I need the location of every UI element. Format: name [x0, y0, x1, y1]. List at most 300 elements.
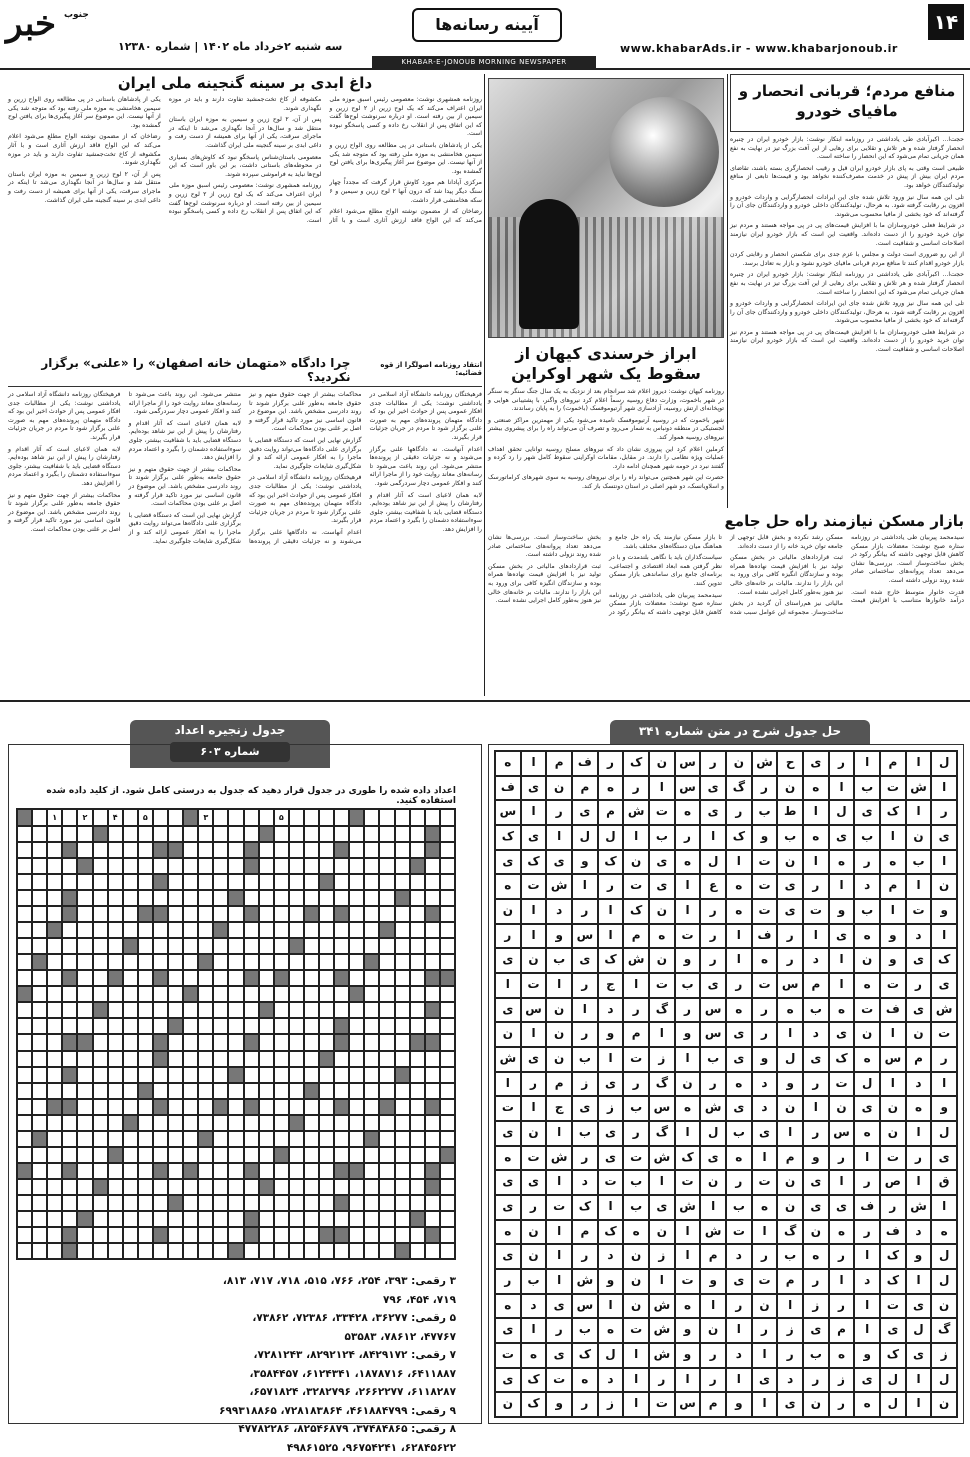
number-cell[interactable] — [123, 986, 138, 1002]
number-cell[interactable] — [108, 1243, 123, 1259]
number-cell[interactable] — [108, 1099, 123, 1115]
number-cell[interactable] — [228, 1051, 243, 1067]
number-cell[interactable] — [93, 1211, 108, 1227]
number-cell[interactable] — [244, 874, 259, 890]
number-cell[interactable] — [319, 1211, 334, 1227]
number-cell[interactable] — [47, 1083, 62, 1099]
number-cell[interactable] — [319, 1051, 334, 1067]
number-cell[interactable] — [77, 954, 92, 970]
number-cell[interactable] — [364, 970, 379, 986]
number-cell[interactable] — [47, 1018, 62, 1034]
number-cell[interactable] — [289, 1195, 304, 1211]
number-cell[interactable] — [228, 1147, 243, 1163]
number-cell[interactable] — [183, 1227, 198, 1243]
number-cell[interactable] — [259, 890, 274, 906]
number-cell[interactable] — [93, 922, 108, 938]
number-cell[interactable] — [198, 1227, 213, 1243]
number-cell[interactable] — [198, 1147, 213, 1163]
number-cell[interactable] — [379, 1083, 394, 1099]
number-cell[interactable] — [259, 1115, 274, 1131]
number-cell[interactable] — [213, 938, 228, 954]
number-cell[interactable] — [17, 1002, 32, 1018]
number-cell[interactable] — [425, 1115, 440, 1131]
number-cell[interactable] — [17, 1099, 32, 1115]
number-cell[interactable] — [138, 1051, 153, 1067]
number-cell[interactable] — [395, 874, 410, 890]
number-cell[interactable] — [228, 954, 243, 970]
number-cell[interactable] — [123, 1115, 138, 1131]
number-cell[interactable] — [259, 1243, 274, 1259]
number-cell[interactable] — [244, 890, 259, 906]
number-cell[interactable] — [123, 938, 138, 954]
number-cell[interactable] — [153, 986, 168, 1002]
number-cell[interactable] — [168, 1018, 183, 1034]
number-cell[interactable] — [32, 1051, 47, 1067]
number-cell[interactable] — [440, 1099, 455, 1115]
number-cell[interactable] — [274, 1018, 289, 1034]
number-cell[interactable] — [123, 1195, 138, 1211]
number-cell[interactable] — [213, 1163, 228, 1179]
number-cell[interactable] — [364, 1243, 379, 1259]
number-cell[interactable] — [138, 1034, 153, 1050]
number-cell[interactable] — [17, 809, 32, 826]
number-cell[interactable] — [304, 1179, 319, 1195]
number-cell[interactable] — [289, 906, 304, 922]
number-cell[interactable] — [198, 1179, 213, 1195]
number-cell[interactable] — [395, 809, 410, 826]
number-cell[interactable] — [244, 954, 259, 970]
number-cell[interactable] — [334, 938, 349, 954]
number-cell[interactable] — [274, 1179, 289, 1195]
number-cell[interactable] — [123, 1227, 138, 1243]
number-cell[interactable] — [304, 1115, 319, 1131]
number-cell[interactable] — [198, 1051, 213, 1067]
number-cell[interactable] — [395, 1034, 410, 1050]
number-cell[interactable] — [213, 1147, 228, 1163]
number-cell[interactable] — [395, 970, 410, 986]
number-cell[interactable] — [410, 1002, 425, 1018]
number-cell[interactable] — [274, 1115, 289, 1131]
number-cell[interactable] — [47, 890, 62, 906]
number-cell[interactable] — [379, 842, 394, 858]
number-cell[interactable] — [62, 1195, 77, 1211]
number-cell[interactable] — [32, 1115, 47, 1131]
number-cell[interactable] — [47, 874, 62, 890]
number-cell[interactable] — [62, 970, 77, 986]
number-cell[interactable] — [32, 826, 47, 842]
number-cell[interactable] — [440, 1018, 455, 1034]
number-cell[interactable] — [244, 922, 259, 938]
number-cell[interactable] — [123, 809, 138, 826]
number-cell[interactable] — [289, 954, 304, 970]
number-cell[interactable] — [440, 890, 455, 906]
number-cell[interactable] — [123, 1034, 138, 1050]
number-cell[interactable] — [32, 1067, 47, 1083]
number-cell[interactable] — [123, 906, 138, 922]
number-cell[interactable] — [349, 1211, 364, 1227]
number-cell[interactable] — [198, 1195, 213, 1211]
number-cell[interactable] — [32, 1163, 47, 1179]
number-cell[interactable] — [334, 1211, 349, 1227]
number-cell[interactable] — [93, 1131, 108, 1147]
number-cell[interactable] — [228, 1099, 243, 1115]
number-cell[interactable] — [395, 1115, 410, 1131]
number-cell[interactable] — [47, 1002, 62, 1018]
number-cell[interactable] — [425, 1051, 440, 1067]
number-cell[interactable] — [213, 1034, 228, 1050]
number-cell[interactable] — [77, 1211, 92, 1227]
number-cell[interactable] — [304, 1211, 319, 1227]
number-cell[interactable] — [349, 826, 364, 842]
number-cell[interactable] — [379, 1099, 394, 1115]
number-cell[interactable] — [123, 826, 138, 842]
number-cell[interactable] — [47, 906, 62, 922]
number-cell[interactable] — [62, 1018, 77, 1034]
number-cell[interactable] — [138, 1099, 153, 1115]
number-cell[interactable] — [274, 1099, 289, 1115]
number-cell[interactable] — [379, 809, 394, 826]
number-cell[interactable] — [62, 809, 77, 826]
number-cell[interactable] — [440, 1002, 455, 1018]
number-cell[interactable] — [93, 1067, 108, 1083]
number-cell[interactable] — [410, 1099, 425, 1115]
number-cell[interactable] — [425, 938, 440, 954]
number-cell[interactable] — [183, 970, 198, 986]
number-cell[interactable] — [289, 986, 304, 1002]
number-cell[interactable] — [17, 938, 32, 954]
number-cell[interactable] — [425, 858, 440, 874]
number-cell[interactable] — [213, 890, 228, 906]
number-cell[interactable] — [183, 1067, 198, 1083]
number-cell[interactable] — [410, 1179, 425, 1195]
number-cell[interactable] — [213, 809, 228, 826]
number-cell[interactable] — [274, 858, 289, 874]
number-cell[interactable] — [168, 1195, 183, 1211]
number-cell[interactable] — [395, 1195, 410, 1211]
number-cell[interactable] — [183, 1115, 198, 1131]
number-cell[interactable] — [198, 986, 213, 1002]
number-cell[interactable] — [183, 1243, 198, 1259]
number-cell[interactable] — [77, 1002, 92, 1018]
number-cell[interactable] — [379, 1067, 394, 1083]
number-cell[interactable] — [425, 922, 440, 938]
number-cell[interactable] — [349, 1002, 364, 1018]
number-cell[interactable] — [123, 874, 138, 890]
number-cell[interactable] — [379, 1034, 394, 1050]
number-cell[interactable] — [183, 1147, 198, 1163]
number-cell[interactable] — [395, 1227, 410, 1243]
number-cell[interactable] — [319, 1002, 334, 1018]
number-cell[interactable] — [153, 954, 168, 970]
number-cell[interactable] — [379, 938, 394, 954]
number-cell[interactable] — [379, 954, 394, 970]
number-cell[interactable] — [364, 1067, 379, 1083]
number-cell[interactable] — [425, 1018, 440, 1034]
number-cell[interactable] — [244, 938, 259, 954]
number-cell[interactable] — [304, 922, 319, 938]
number-cell[interactable] — [410, 954, 425, 970]
number-cell[interactable] — [304, 1243, 319, 1259]
number-cell[interactable] — [379, 1211, 394, 1227]
number-cell[interactable] — [168, 1211, 183, 1227]
number-cell[interactable] — [379, 1147, 394, 1163]
number-cell[interactable] — [319, 1147, 334, 1163]
number-cell[interactable] — [77, 986, 92, 1002]
number-cell[interactable] — [425, 1227, 440, 1243]
number-cell[interactable] — [410, 986, 425, 1002]
number-cell[interactable] — [228, 986, 243, 1002]
number-cell[interactable] — [77, 1115, 92, 1131]
number-cell[interactable] — [349, 1195, 364, 1211]
number-cell[interactable] — [244, 906, 259, 922]
number-cell[interactable] — [319, 858, 334, 874]
number-cell[interactable] — [198, 1099, 213, 1115]
number-cell[interactable] — [47, 970, 62, 986]
number-cell[interactable] — [32, 922, 47, 938]
number-cell[interactable] — [32, 1018, 47, 1034]
number-cell[interactable] — [213, 1131, 228, 1147]
number-cell[interactable] — [213, 1002, 228, 1018]
number-cell[interactable] — [93, 1243, 108, 1259]
number-cell[interactable] — [228, 1163, 243, 1179]
number-cell[interactable] — [410, 1131, 425, 1147]
number-cell[interactable] — [183, 1211, 198, 1227]
number-cell[interactable] — [304, 809, 319, 826]
number-cell[interactable] — [289, 1018, 304, 1034]
number-cell[interactable] — [108, 938, 123, 954]
number-cell[interactable] — [259, 1147, 274, 1163]
number-cell[interactable] — [289, 826, 304, 842]
number-cell[interactable] — [425, 890, 440, 906]
number-cell[interactable] — [289, 1099, 304, 1115]
number-cell[interactable] — [274, 1195, 289, 1211]
number-cell[interactable] — [274, 1067, 289, 1083]
number-cell[interactable] — [62, 1147, 77, 1163]
number-cell[interactable] — [349, 1163, 364, 1179]
number-cell[interactable] — [395, 858, 410, 874]
number-cell[interactable] — [425, 1083, 440, 1099]
number-cell[interactable] — [228, 1018, 243, 1034]
number-cell[interactable] — [213, 1018, 228, 1034]
number-cell[interactable] — [319, 1179, 334, 1195]
number-cell[interactable] — [183, 1018, 198, 1034]
number-cell[interactable] — [17, 1115, 32, 1131]
number-cell[interactable] — [138, 970, 153, 986]
number-cell[interactable] — [17, 826, 32, 842]
number-cell[interactable] — [47, 1147, 62, 1163]
number-cell[interactable] — [213, 842, 228, 858]
number-cell[interactable] — [440, 1067, 455, 1083]
number-cell[interactable]: ۱ — [47, 809, 62, 826]
number-cell[interactable] — [123, 1243, 138, 1259]
number-cell[interactable] — [364, 1083, 379, 1099]
number-cell[interactable] — [168, 1034, 183, 1050]
number-cell[interactable] — [395, 1211, 410, 1227]
number-cell[interactable] — [153, 1179, 168, 1195]
number-cell[interactable] — [153, 842, 168, 858]
number-cell[interactable] — [93, 1163, 108, 1179]
number-cell[interactable] — [17, 890, 32, 906]
number-cell[interactable] — [108, 1002, 123, 1018]
number-cell[interactable] — [108, 1018, 123, 1034]
number-cell[interactable] — [440, 1227, 455, 1243]
number-cell[interactable] — [425, 842, 440, 858]
number-cell[interactable] — [93, 858, 108, 874]
number-cell[interactable] — [425, 1002, 440, 1018]
number-cell[interactable] — [259, 906, 274, 922]
number-cell[interactable] — [168, 1131, 183, 1147]
number-cell[interactable] — [364, 1211, 379, 1227]
number-cell[interactable] — [395, 938, 410, 954]
number-cell[interactable] — [123, 1083, 138, 1099]
number-cell[interactable] — [47, 954, 62, 970]
number-cell[interactable] — [379, 874, 394, 890]
number-cell[interactable] — [410, 809, 425, 826]
number-cell[interactable] — [289, 922, 304, 938]
number-cell[interactable] — [62, 890, 77, 906]
number-cell[interactable] — [410, 1067, 425, 1083]
number-cell[interactable] — [47, 1115, 62, 1131]
number-cell[interactable] — [17, 858, 32, 874]
number-cell[interactable] — [274, 1227, 289, 1243]
number-cell[interactable] — [304, 1083, 319, 1099]
number-cell[interactable] — [349, 1147, 364, 1163]
number-cell[interactable] — [47, 1051, 62, 1067]
number-cell[interactable] — [138, 1179, 153, 1195]
number-cell[interactable] — [319, 842, 334, 858]
number-cell[interactable] — [244, 1115, 259, 1131]
number-cell[interactable] — [440, 874, 455, 890]
number-cell[interactable] — [364, 922, 379, 938]
number-cell[interactable] — [228, 922, 243, 938]
number-cell[interactable] — [77, 1067, 92, 1083]
number-cell[interactable] — [349, 1115, 364, 1131]
number-cell[interactable] — [259, 1211, 274, 1227]
number-cell[interactable] — [183, 858, 198, 874]
number-cell[interactable] — [410, 1195, 425, 1211]
number-cell[interactable] — [289, 1051, 304, 1067]
number-cell[interactable] — [108, 858, 123, 874]
number-cell[interactable] — [47, 842, 62, 858]
number-cell[interactable] — [138, 922, 153, 938]
number-cell[interactable] — [334, 1227, 349, 1243]
number-cell[interactable] — [183, 922, 198, 938]
number-cell[interactable] — [425, 874, 440, 890]
number-cell[interactable] — [364, 1147, 379, 1163]
number-cell[interactable] — [168, 826, 183, 842]
number-cell[interactable] — [334, 1018, 349, 1034]
number-cell[interactable] — [379, 858, 394, 874]
number-cell[interactable] — [93, 906, 108, 922]
number-cell[interactable] — [183, 1099, 198, 1115]
number-cell[interactable] — [17, 1083, 32, 1099]
number-cell[interactable] — [108, 906, 123, 922]
number-cell[interactable] — [213, 1227, 228, 1243]
number-cell[interactable] — [32, 809, 47, 826]
number-cell[interactable] — [319, 874, 334, 890]
number-cell[interactable] — [123, 1099, 138, 1115]
number-cell[interactable] — [304, 1163, 319, 1179]
number-cell[interactable] — [32, 970, 47, 986]
number-cell[interactable] — [123, 842, 138, 858]
number-cell[interactable] — [349, 1131, 364, 1147]
number-cell[interactable] — [379, 826, 394, 842]
number-cell[interactable] — [183, 954, 198, 970]
number-cell[interactable] — [93, 970, 108, 986]
number-cell[interactable] — [228, 842, 243, 858]
number-cell[interactable] — [93, 986, 108, 1002]
number-cell[interactable] — [228, 1034, 243, 1050]
number-cell[interactable] — [379, 890, 394, 906]
number-cell[interactable] — [364, 809, 379, 826]
number-cell[interactable] — [440, 842, 455, 858]
number-cell[interactable] — [425, 1099, 440, 1115]
number-cell[interactable] — [334, 858, 349, 874]
number-cell[interactable] — [108, 826, 123, 842]
number-cell[interactable] — [364, 1227, 379, 1243]
number-cell[interactable] — [77, 890, 92, 906]
number-cell[interactable] — [349, 906, 364, 922]
number-cell[interactable] — [440, 858, 455, 874]
number-cell[interactable] — [183, 906, 198, 922]
number-cell[interactable] — [123, 1002, 138, 1018]
number-cell[interactable] — [244, 809, 259, 826]
number-cell[interactable] — [62, 1115, 77, 1131]
number-cell[interactable] — [123, 1018, 138, 1034]
number-cell[interactable] — [410, 906, 425, 922]
number-cell[interactable] — [168, 1179, 183, 1195]
number-cell[interactable] — [168, 1243, 183, 1259]
number-cell[interactable] — [183, 1034, 198, 1050]
number-cell[interactable] — [244, 1211, 259, 1227]
number-cell[interactable] — [289, 938, 304, 954]
number-cell[interactable] — [304, 1051, 319, 1067]
number-cell[interactable] — [213, 1083, 228, 1099]
number-cell[interactable] — [198, 970, 213, 986]
number-cell[interactable] — [319, 954, 334, 970]
number-cell[interactable] — [334, 922, 349, 938]
number-cell[interactable] — [425, 986, 440, 1002]
number-cell[interactable] — [123, 1067, 138, 1083]
number-cell[interactable]: ۵ — [138, 809, 153, 826]
number-cell[interactable] — [168, 1051, 183, 1067]
number-cell[interactable] — [319, 890, 334, 906]
number-cell[interactable] — [213, 858, 228, 874]
number-cell[interactable] — [425, 1211, 440, 1227]
number-cell[interactable] — [334, 1163, 349, 1179]
number-cell[interactable] — [198, 890, 213, 906]
number-cell[interactable] — [244, 1051, 259, 1067]
number-cell[interactable] — [410, 1083, 425, 1099]
number-cell[interactable] — [138, 1211, 153, 1227]
number-cell[interactable] — [77, 1243, 92, 1259]
number-cell[interactable] — [17, 1195, 32, 1211]
number-cell[interactable] — [349, 890, 364, 906]
number-cell[interactable] — [259, 1034, 274, 1050]
number-cell[interactable] — [395, 826, 410, 842]
number-cell[interactable] — [304, 1067, 319, 1083]
number-cell[interactable] — [410, 874, 425, 890]
number-cell[interactable] — [289, 1002, 304, 1018]
number-cell[interactable] — [183, 1083, 198, 1099]
number-cell[interactable] — [425, 906, 440, 922]
number-cell[interactable] — [440, 938, 455, 954]
number-cell[interactable] — [259, 809, 274, 826]
number-cell[interactable] — [259, 1179, 274, 1195]
number-cell[interactable] — [425, 1195, 440, 1211]
number-cell[interactable] — [274, 1083, 289, 1099]
number-cell[interactable] — [228, 938, 243, 954]
